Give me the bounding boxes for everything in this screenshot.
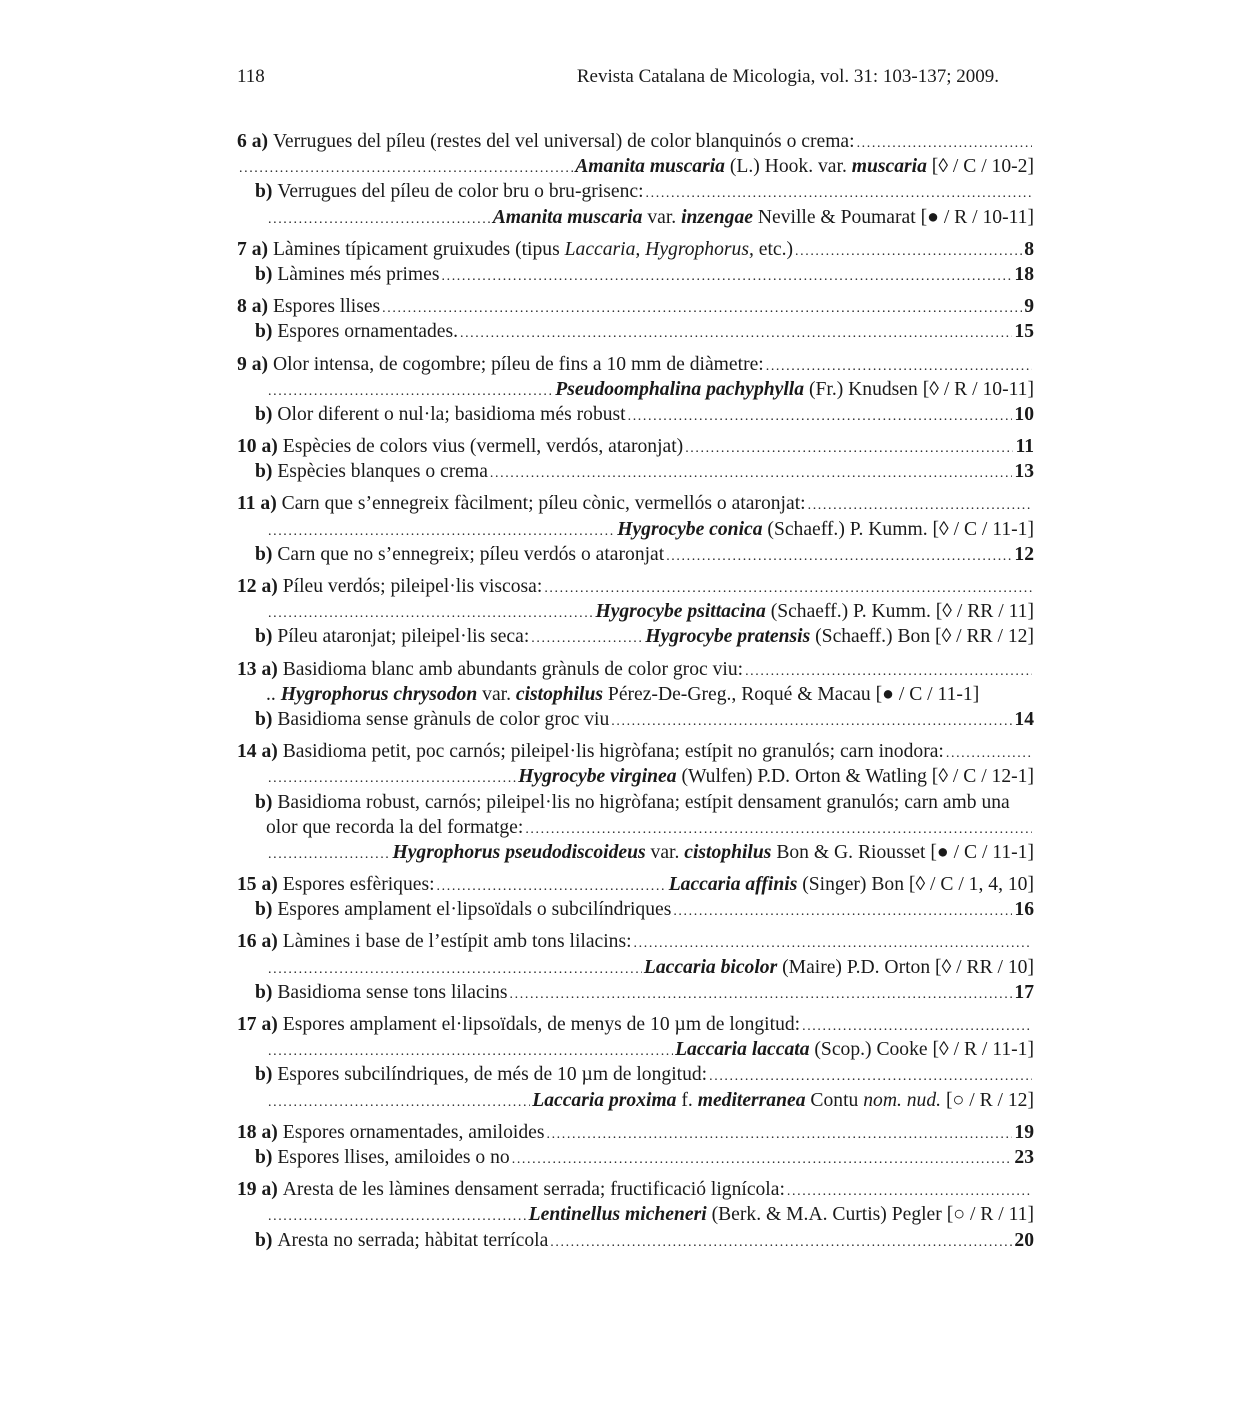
taxon-name: Hygrophorus chrysodon (280, 683, 478, 705)
lead-text: Làmines més primes (277, 263, 440, 285)
lead-label: 18 a) (237, 1121, 278, 1143)
leader-dots (611, 707, 1012, 734)
taxon-name: Laccaria affinis (668, 874, 798, 896)
lead-target: 23 (1014, 1146, 1034, 1168)
lead-text: Aresta de les làmines densament serrada; fructificació lignícola: (282, 1179, 785, 1201)
page-number: 118 (237, 66, 265, 87)
taxon-author: (Schaeff.) P. Kumm. (767, 518, 928, 540)
lead-text: Carn que s’ennegreix fàcilment; píleu cònic, vermellós o ataronjat: (281, 493, 806, 515)
lead-target: 11 (1015, 436, 1034, 458)
lead-text: Píleu ataronjat; pileipel·lis seca: (277, 626, 530, 648)
lead-label: b) (255, 1146, 273, 1168)
taxon-code: [◊ / C / 10-2] (931, 156, 1034, 178)
taxon-name: Laccaria laccata (675, 1039, 810, 1061)
lead-label: 11 a) (237, 493, 277, 515)
leader-dots (646, 179, 1032, 206)
leader-dots (634, 929, 1032, 956)
taxon-variety: inzengae (681, 206, 753, 228)
lead-text: Espores ornamentades, amiloides (282, 1121, 545, 1143)
taxon-author: Contu (810, 1089, 859, 1111)
lead-label: b) (255, 708, 273, 730)
leader-dots (766, 352, 1032, 379)
leader-dots (442, 262, 1013, 289)
lead-label: 7 a) (237, 238, 269, 260)
key-entry-11 (237, 491, 1034, 567)
taxon-code: [● / C / 11-1] (875, 683, 980, 705)
taxon-name: Lentinellus micheneri (528, 1204, 707, 1226)
taxon-code: [◊ / C / 1, 4, 10] (908, 874, 1034, 896)
taxon-name: Hygrocybe psittacina (595, 601, 766, 623)
lead-label: 14 a) (237, 741, 278, 763)
identification-key (237, 129, 1034, 1260)
lead-target: 15 (1014, 321, 1034, 343)
taxon-name: Hygrocybe virginea (518, 766, 677, 788)
lead-text: Basidioma petit, poc carnós; pileipel·lis higròfana; estípit no granulós; carn inodora: (282, 741, 944, 763)
leader-dots (268, 955, 642, 982)
key-entry-10 (237, 434, 1034, 484)
lead-label: b) (255, 791, 273, 813)
lead-text: etc.) (758, 238, 794, 260)
taxon-code: [◊ / RR / 11] (935, 601, 1034, 623)
lead-target: 9 (1024, 296, 1034, 318)
leader-dots (437, 872, 667, 899)
lead-text: Aresta no serrada; hàbitat terrícola (277, 1229, 549, 1251)
taxon-author: (Singer) Bon (802, 874, 905, 896)
lead-label: 15 a) (237, 874, 278, 896)
lead-target: 16 (1014, 899, 1034, 921)
taxon-form: mediterranea (697, 1089, 806, 1111)
taxon-name: Hygrocybe conica (617, 518, 763, 540)
leader-dots (268, 377, 553, 404)
leader-dots (666, 542, 1012, 569)
leader-dots (239, 154, 573, 181)
leader-dots (268, 205, 491, 232)
taxon-rank-word: var. (482, 683, 511, 705)
lead-label: b) (255, 981, 273, 1003)
lead-text: Espores esfèriques: (282, 874, 435, 896)
page-header (237, 66, 999, 88)
lead-taxa: Laccaria, Hygrophorus, (564, 238, 754, 260)
taxon-code: [◊ / R / 11-1] (932, 1039, 1034, 1061)
taxon-author: (Schaeff.) P. Kumm. (770, 601, 931, 623)
taxon-variety: cistophilus (684, 841, 772, 863)
leader-dots (510, 980, 1013, 1007)
key-entry-16 (237, 929, 1034, 1005)
leader-dots (685, 434, 1013, 461)
lead-text: Espores amplament el·lipsoïdals, de menys de 10 µm de longitud: (282, 1014, 801, 1035)
leader-dots (550, 1228, 1012, 1255)
leader-dots (268, 1037, 673, 1064)
leader-dots (525, 815, 1032, 842)
lead-text: Basidioma robust, carnós; pileipel·lis no higròfana; estípit densament granulós; carn amb una (277, 791, 1010, 813)
lead-target: 8 (1024, 238, 1034, 260)
leader-dots (512, 1145, 1013, 1172)
key-entry-14 (237, 739, 1034, 865)
leader-dots (268, 599, 593, 626)
lead-target: 10 (1014, 403, 1034, 425)
lead-text: Basidioma blanc amb abundants grànuls de color groc viu: (282, 658, 744, 680)
key-entry-7 (237, 237, 1034, 287)
lead-target: 19 (1014, 1121, 1034, 1143)
leader-dots (460, 319, 1012, 346)
leader-dots (709, 1062, 1032, 1089)
lead-text: Espores amplament el·lipsoïdals o subcilíndriques (277, 899, 672, 921)
taxon-code: [◊ / RR / 10] (935, 956, 1034, 978)
lead-text: Basidioma sense tons lilacins (277, 981, 508, 1003)
taxon-code: [● / C / 11-1] (930, 841, 1034, 863)
leader-dots (544, 574, 1032, 601)
leader-dots (802, 1012, 1032, 1039)
lead-text: Basidioma sense grànuls de color groc viu (277, 708, 610, 730)
leader-dots (857, 129, 1032, 156)
lead-label: 12 a) (237, 576, 278, 597)
leader-dots (745, 657, 1032, 684)
lead-text: Làmines i base de l’estípit amb tons lilacins: (282, 931, 632, 953)
leader-dots (268, 1088, 530, 1115)
taxon-name: Hygrophorus pseudodiscoideus (392, 841, 646, 863)
taxon-code: [◊ / C / 11-1] (932, 518, 1034, 540)
key-entry-8 (237, 294, 1034, 344)
lead-text: Espores subcilíndriques, de més de 10 µm de longitud: (277, 1064, 708, 1086)
lead-label: b) (255, 1064, 273, 1086)
taxon-name: Laccaria proxima (532, 1089, 677, 1111)
taxon-code: [● / R / 10-11] (920, 206, 1034, 228)
leader-dots (268, 840, 391, 867)
taxon-name: Amanita muscaria (492, 206, 643, 228)
lead-label: b) (255, 899, 273, 921)
lead-text: Carn que no s’ennegreix; píleu verdós o ataronjat (277, 543, 665, 565)
lead-label: b) (255, 321, 273, 343)
taxon-rank-word: var. (647, 206, 677, 228)
lead-text: Espores ornamentades. (277, 321, 458, 343)
lead-text: Verrugues del píleu de color bru o bru-grisenc: (277, 181, 644, 203)
lead-text: Espècies de colors vius (vermell, verdós, ataronjat) (282, 436, 684, 458)
taxon-code: [○ / R / 11] (946, 1204, 1034, 1226)
leader-dots (787, 1177, 1032, 1204)
leader-dots (268, 764, 516, 791)
key-entry-15 (237, 872, 1034, 922)
leader-dots-short: .. (266, 683, 276, 705)
lead-text: Espècies blanques o crema (277, 461, 488, 483)
taxon-name: Pseudoomphalina pachyphylla (555, 378, 805, 400)
lead-label: 13 a) (237, 658, 278, 680)
taxon-code: [◊ / R / 10-11] (922, 378, 1034, 400)
lead-label: 10 a) (237, 436, 278, 458)
taxon-name: Laccaria bicolor (643, 956, 778, 978)
lead-text: olor que recorda la del formatge: (266, 816, 524, 838)
key-entry-6 (237, 129, 1034, 230)
taxon-name: Hygrocybe pratensis (645, 626, 811, 648)
taxon-variety: cistophilus (515, 683, 604, 705)
lead-text: Olor diferent o nul·la; basidioma més robust (277, 403, 626, 425)
taxon-code: [◊ / RR / 12] (935, 626, 1034, 648)
key-entry-9 (237, 352, 1034, 428)
leader-dots (490, 459, 1013, 486)
lead-label: b) (255, 461, 273, 483)
nomenclature-status: nom. nud. (863, 1089, 942, 1111)
lead-text: Espores llises (272, 296, 381, 318)
taxon-author: Pérez-De-Greg., Roqué & Macau (607, 683, 871, 705)
taxon-variety: muscaria (851, 156, 927, 178)
lead-label: 6 a) (237, 131, 269, 152)
lead-text: Olor intensa, de cogombre; píleu de fins a 10 mm de diàmetre: (272, 353, 764, 375)
taxon-rank-word: var. (650, 841, 680, 863)
key-entry-17 (237, 1012, 1034, 1113)
journal-citation: Revista Catalana de Micologia, vol. 31: 103-137; 2009. (576, 66, 999, 87)
leader-dots (268, 1202, 527, 1229)
key-entry-12 (237, 574, 1034, 650)
lead-text: Làmines típicament gruixudes (tipus (272, 238, 560, 260)
taxon-code: [◊ / C / 12-1] (931, 766, 1034, 788)
leader-dots (546, 1120, 1012, 1147)
lead-label: b) (255, 263, 273, 285)
leader-dots (382, 294, 1022, 321)
taxon-author: (L.) Hook. var. (729, 156, 847, 178)
leader-dots (673, 897, 1012, 924)
lead-target: 18 (1014, 263, 1034, 285)
lead-label: 19 a) (237, 1179, 278, 1201)
lead-target: 17 (1014, 981, 1034, 1003)
lead-label: b) (255, 543, 273, 565)
taxon-author: Bon & G. Riousset (776, 841, 926, 863)
lead-label: 17 a) (237, 1014, 278, 1035)
taxon-author: (Berk. & M.A. Curtis) Pegler (711, 1204, 942, 1226)
taxon-code: [○ / R / 12] (945, 1089, 1034, 1111)
taxon-author: (Scop.) Cooke (814, 1039, 928, 1061)
leader-dots (531, 624, 643, 651)
lead-target: 14 (1014, 708, 1034, 730)
lead-label: b) (255, 1229, 273, 1251)
lead-text: Verrugues del píleu (restes del vel universal) de color blanquinós o crema: (272, 131, 855, 152)
lead-target: 12 (1014, 543, 1034, 565)
lead-label: 8 a) (237, 296, 269, 318)
lead-text: Espores llises, amiloides o no (277, 1146, 510, 1168)
key-entry-18 (237, 1120, 1034, 1170)
lead-label: b) (255, 181, 273, 203)
leader-dots (795, 237, 1022, 264)
taxon-author: Neville & Poumarat (757, 206, 916, 228)
leader-dots (268, 517, 615, 544)
lead-label: 9 a) (237, 353, 269, 375)
taxon-author: (Maire) P.D. Orton (782, 956, 931, 978)
lead-label: b) (255, 403, 273, 425)
leader-dots (946, 739, 1032, 766)
lead-text: Píleu verdós; pileipel·lis viscosa: (282, 576, 543, 597)
lead-label: b) (255, 626, 273, 648)
taxon-name: Amanita muscaria (575, 156, 725, 178)
taxon-author: (Fr.) Knudsen (808, 378, 918, 400)
lead-label: 16 a) (237, 931, 278, 953)
leader-dots (808, 491, 1032, 518)
taxon-author: (Schaeff.) Bon (815, 626, 931, 648)
key-entry-13 (237, 657, 1034, 733)
lead-target: 20 (1014, 1229, 1034, 1251)
taxon-rank-word: f. (681, 1089, 693, 1111)
taxon-author: (Wulfen) P.D. Orton & Watling (681, 766, 927, 788)
key-entry-19 (237, 1177, 1034, 1253)
lead-target: 13 (1014, 461, 1034, 483)
leader-dots (628, 402, 1013, 429)
